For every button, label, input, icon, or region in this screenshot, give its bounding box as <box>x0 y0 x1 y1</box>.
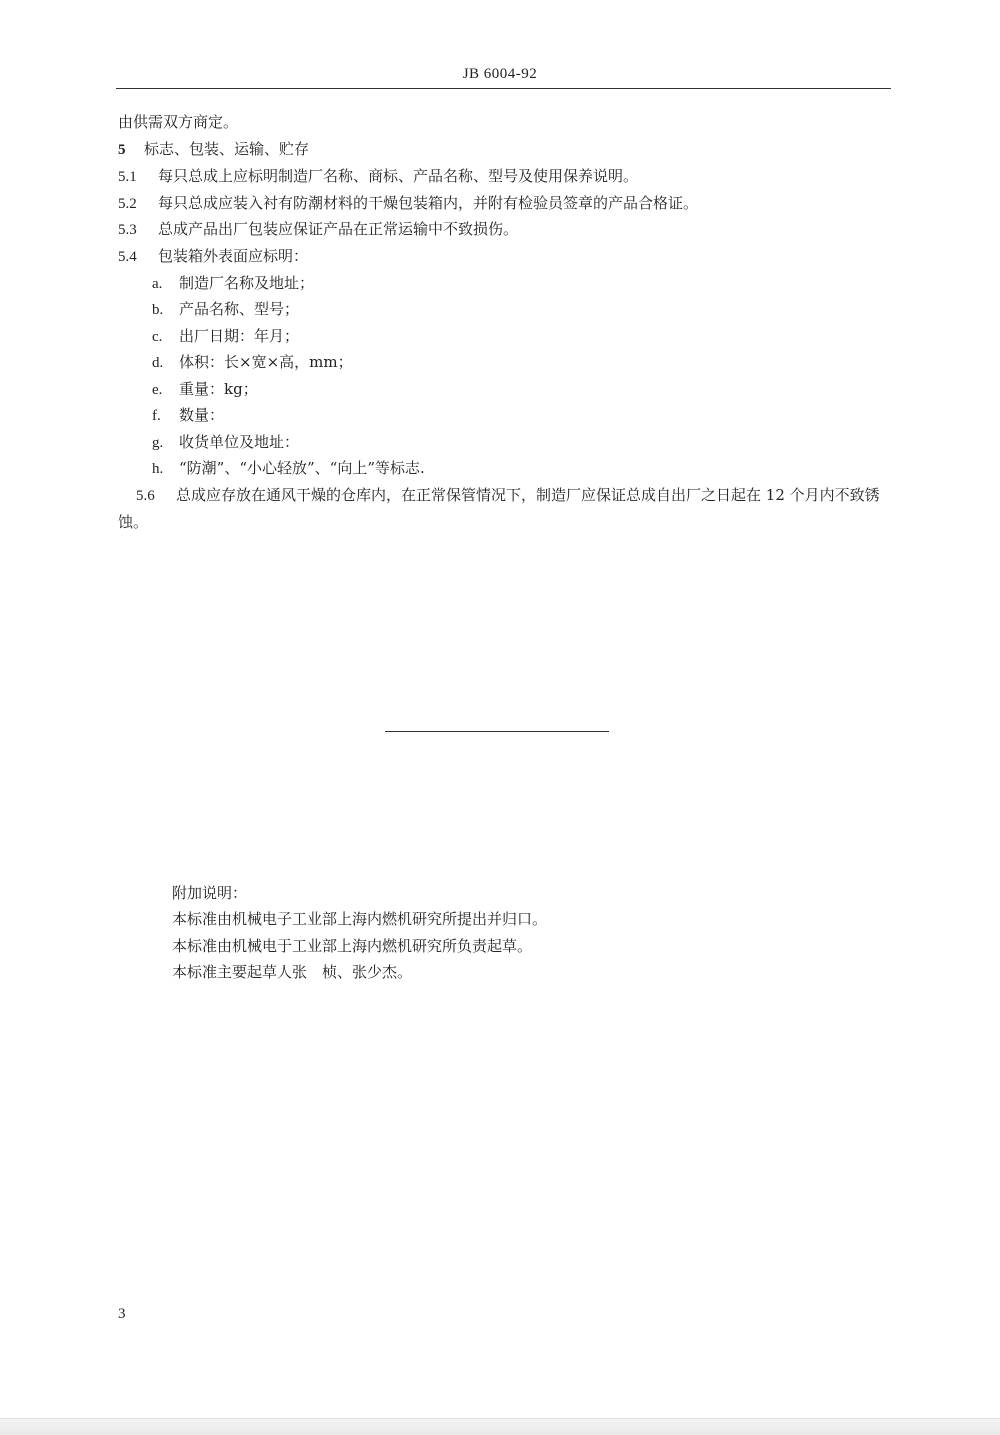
list-item-letter: a. <box>152 276 163 292</box>
list-item-letter: h. <box>152 461 164 477</box>
clause-5-2 <box>118 193 698 214</box>
section-5-title: 标志、包装、运输、贮存 <box>144 140 310 158</box>
clause-text: 总成产品出厂包装应保证产品在正常运输中不致损伤。 <box>158 220 519 238</box>
list-item-text: 出厂日期：年月； <box>179 327 300 345</box>
continuation-text: 由供需双方商定。 <box>118 113 239 131</box>
list-item-letter: f. <box>152 408 161 424</box>
clause-text: 每只总成应装入衬有防潮材料的干燥包装箱内，并附有检验员签章的产品合格证。 <box>158 194 699 212</box>
clause-number: 5.3 <box>118 222 137 238</box>
list-item <box>152 379 258 400</box>
clause-5-6 <box>118 482 893 535</box>
list-item-text: 制造厂名称及地址； <box>179 274 315 292</box>
end-of-standard-rule <box>385 731 609 732</box>
list-item-text: 收货单位及地址： <box>179 433 300 451</box>
list-item-letter: b. <box>152 302 164 318</box>
list-item <box>152 273 314 294</box>
clause-text: 每只总成上应标明制造厂名称、商标、产品名称、型号及使用保养说明。 <box>158 167 639 185</box>
document-code: JB 6004-92 <box>462 66 538 82</box>
clause-5-4 <box>118 246 308 267</box>
list-item <box>152 405 224 426</box>
list-item <box>152 326 299 347</box>
notes-line: 本标准主要起草人张 桢、张少杰。 <box>172 963 413 981</box>
notes-title: 附加说明： <box>172 884 248 902</box>
list-item <box>152 299 299 320</box>
list-item-letter: d. <box>152 355 164 371</box>
clause-text: 包装箱外表面应标明： <box>158 247 309 265</box>
clause-5-1 <box>118 166 638 187</box>
list-item-letter: e. <box>152 382 163 398</box>
header-rule <box>116 88 891 89</box>
list-item-text: 产品名称、型号； <box>179 300 300 318</box>
clause-5-3 <box>118 219 518 240</box>
viewer-bottom-bar <box>0 1418 1000 1435</box>
list-item <box>152 352 353 373</box>
list-item <box>152 432 299 453</box>
clause-number: 5.6 <box>136 488 155 504</box>
clause-number: 5.2 <box>118 196 137 212</box>
notes-line: 本标准由机械电于工业部上海内燃机研究所负责起草。 <box>172 937 533 955</box>
list-item-text: “防潮”、“小心轻放”、“向上”等标志. <box>179 459 425 477</box>
clause-number: 5.4 <box>118 249 137 265</box>
clause-number: 5.1 <box>118 169 137 185</box>
list-item-text: 重量：kg； <box>179 380 258 398</box>
page-number: 3 <box>118 1306 126 1322</box>
list-item <box>152 458 425 479</box>
notes-line: 本标准由机械电子工业部上海内燃机研究所提出并归口。 <box>172 910 548 928</box>
list-item-text: 体积：长×宽×高，mm； <box>179 353 353 371</box>
list-item-letter: c. <box>152 329 163 345</box>
section-5-number: 5 <box>118 142 126 158</box>
list-item-text: 数量： <box>179 406 225 424</box>
clause-text: 总成应存放在通风干燥的仓库内，在正常保管情况下，制造厂应保证总成自出厂之日起在 12 个月内不致锈蚀。 <box>118 486 880 531</box>
section-5-heading <box>118 139 309 160</box>
list-item-letter: g. <box>152 435 164 451</box>
